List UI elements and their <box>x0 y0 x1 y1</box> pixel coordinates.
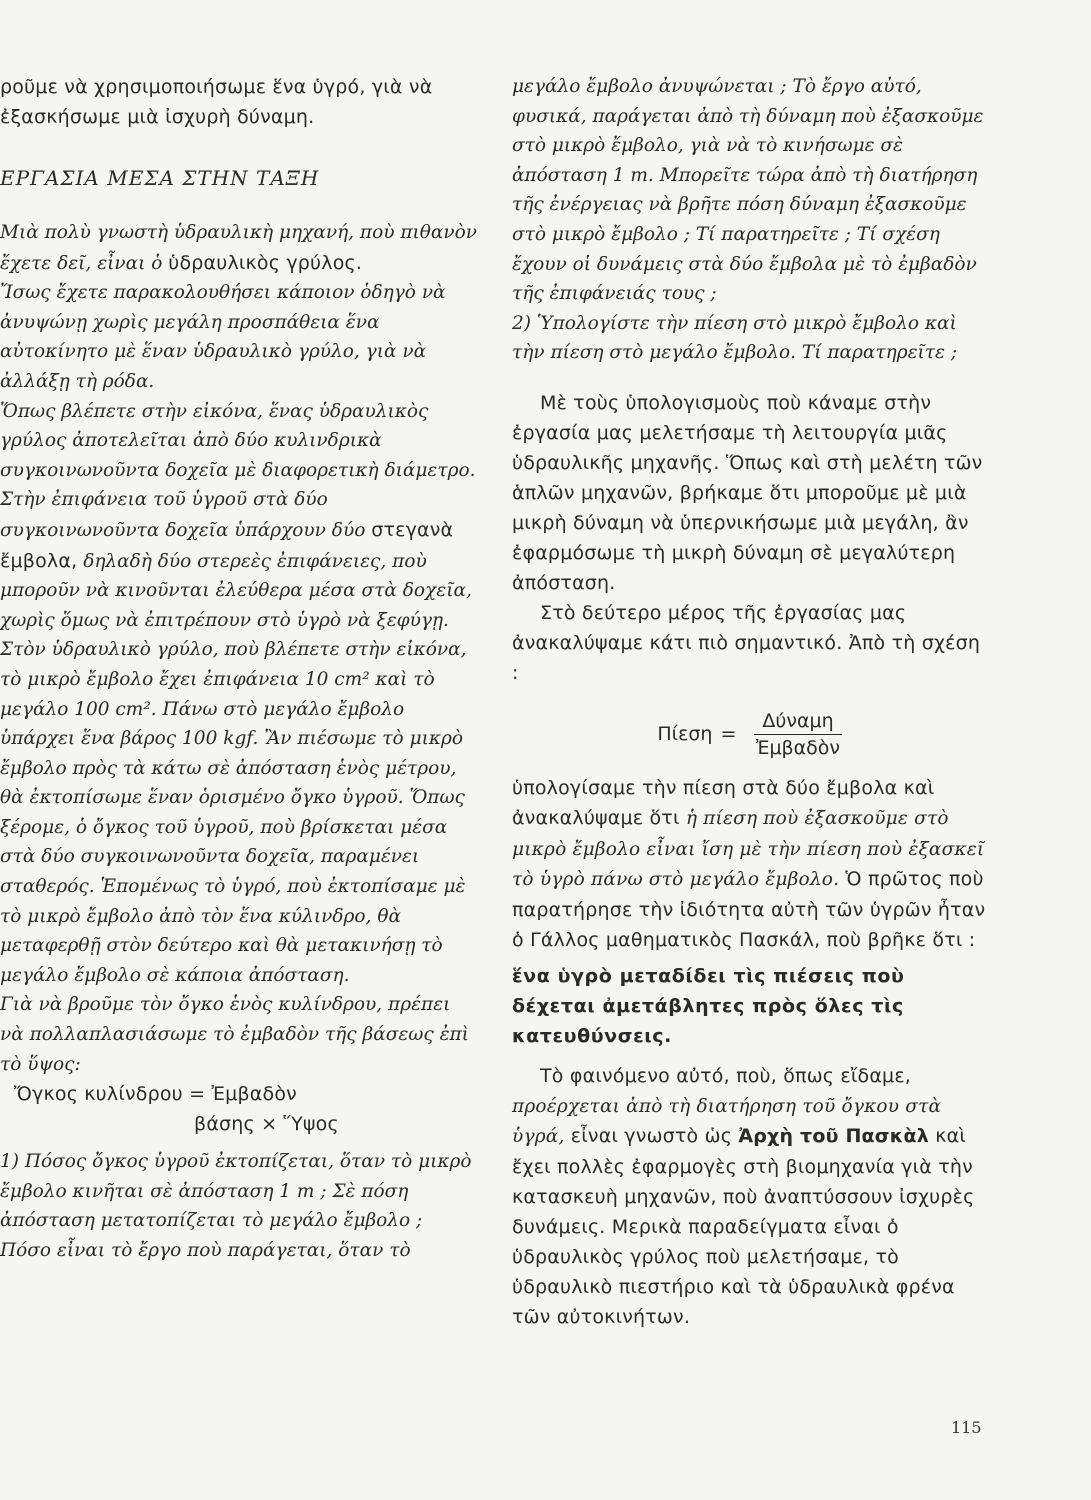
right-column <box>512 72 987 1332</box>
paragraph-pascal <box>512 773 987 955</box>
paragraph-applications <box>512 1061 987 1332</box>
description-part-a: Ὅπως βλέπετε στὴν εἰκόνα, ἕνας ὑδραυλικὸς γρύλος ἀποτελεῖται ἀπὸ δύο κυλινδρικὰ συγκοινωνοῦντα δοχεῖα μὲ διαφορετικὴ διάμετρο. Στὴν ἐπιφάνεια τοῦ ὑγροῦ στὰ δύο συγκοινωνοῦντα δοχεῖα ὑπάρχουν δύο <box>0 400 476 541</box>
applications-part-a: Τὸ φαινόμενο αὐτό, ποὺ, ὅπως εἴδαμε, <box>540 1064 912 1087</box>
applications-italic: προέρχεται ἀπὸ τὴ διατήρηση τοῦ ὄγκου στὰ ὑγρά, <box>512 1095 942 1148</box>
pistons-term: στεγανὰ ἔμβολα, <box>0 518 454 572</box>
formula-numerator: Δύναμη <box>754 710 841 735</box>
left-column <box>0 72 478 1266</box>
volume-formula-line2: βάσης × Ὕψος <box>194 1113 339 1136</box>
question-1-continued: μεγάλο ἔμβολο ἀνυψώνεται ; Τὸ ἔργο αὐτό, φυσικά, παράγεται ἀπὸ τὴ δύναμη ποὺ ἐξασκοῦμε στὸ μικρὸ ἔμβολο, γιὰ νὰ τὸ κινήσωμε σὲ ἀπόσταση 1 m. Μπορεῖτε τώρα ἀπὸ τὴ διατήρηση τῆς ἐνέργειας νὰ βρῆτε πόση δύναμη ἐξασκοῦμε στὸ μικρὸ ἔμβολο ; Τί παρατηρεῖτε ; Τί σχέση ἔχουν οἱ δυνάμεις στὰ δύο ἔμβολα μὲ τὸ ἐμβαδὸν τῆς ἐπιφάνειάς τους ; <box>512 76 984 305</box>
pascal-part-b: Ὁ πρῶτος ποὺ παρατήρησε τὴν ἰδιότητα αὐτὴ τῶν ὑγρῶν ἦταν ὁ Γάλλος μαθηματικὸς Πασκάλ, ποὺ βρῆκε ὅτι : <box>512 868 986 951</box>
paragraph-discovery: Στὸ δεύτερο μέρος τῆς ἐργασίας μας ἀνακαλύψαμε κάτι πιὸ σημαντικό. Ἀπὸ τὴ σχέση : <box>512 601 981 684</box>
question-1: 1) Πόσος ὄγκος ὑγροῦ ἐκτοπίζεται, ὅταν τὸ μικρὸ ἔμβολο κινῆται σὲ ἀπόσταση 1 m ; Σὲ πόση ἀπόσταση μετατοπίζεται τὸ μεγάλο ἔμβολο ; Πόσο εἶναι τὸ ἔργο ποὺ παράγεται, ὅταν τὸ <box>0 1151 472 1261</box>
formula-fraction <box>754 710 841 759</box>
page-number: 115 <box>951 1418 982 1437</box>
volume-formula-line1: Ὄγκος κυλίνδρου = Ἐμβαδὸν <box>14 1083 297 1106</box>
paragraph-calculations: Μὲ τοὺς ὑπολογισμοὺς ποὺ κάναμε στὴν ἐργασία μας μελετήσαμε τὴ λειτουργία μιᾶς ὑδραυλικῆς μηχανῆς. Ὅπως καὶ στὴ μελέτη τῶν ἁπλῶν μηχανῶν, βρήκαμε ὅτι μποροῦμε μὲ μιὰ μικρὴ δύναμη νὰ ὑπερνικήσωμε μιὰ μεγάλη, ἂν ἐφαρμόσωμε τὴ μικρὴ δύναμη σὲ μεγαλύτερη ἀπόσταση. <box>512 391 983 594</box>
pascal-italic: ἡ πίεση ποὺ ἐξασκοῦμε στὸ μικρὸ ἔμβολο εἶναι ἴση μὲ τὴν πίεση ποὺ ἐξασκεῖ τὸ ὑγρὸ πάνω στὸ μεγάλο ἔμβολο. <box>512 807 985 891</box>
intro-paragraph: ροῦμε νὰ χρησιμοποιήσωμε ἕνα ὑγρό, γιὰ νὰ ἐξασκήσωμε μιὰ ἰσχυρὴ δύναμη. <box>0 76 433 128</box>
pascal-principle: ἕνα ὑγρὸ μεταδίδει τὶς πιέσεις ποὺ δέχεται ἀμετάβλητες πρὸς ὅλες τὶς κατευθύνσεις. <box>512 964 905 1047</box>
section-heading: ΕΡΓΑΣΙΑ ΜΕΣΑ ΣΤΗΝ ΤΑΞΗ <box>0 166 320 190</box>
jack-term: ὑδραυλικὸς γρύλος. <box>168 251 363 274</box>
formula-equals: = <box>720 723 737 746</box>
description-part-b: δηλαδὴ δύο στερεὲς ἐπιφάνειες, ποὺ μποροῦν νὰ κινοῦνται ἐλεύθερα μέσα στὰ δοχεῖα, χωρὶς ὅμως νὰ ἐπιτρέπουν στὸ ὑγρὸ νὰ ξεφύγῃ. Στὸν ὑδραυλικὸ γρύλο, ποὺ βλέπετε στὴν εἰκόνα, τὸ μικρὸ ἔμβολο ἔχει ἐπιφάνεια 10 cm² καὶ τὸ μεγάλο 100 cm². Πάνω στὸ μεγάλο ἔμβολο ὑπάρχει ἕνα βάρος 100 kgf. Ἂν πιέσωμε τὸ μικρὸ ἔμβολο πρὸς τὰ κάτω σὲ ἀπόσταση ἑνὸς μέτρου, θὰ ἐκτοπίσωμε ἕναν ὁρισμένο ὄγκο ὑγροῦ. Ὅπως ξέρομε, ὁ ὄγκος τοῦ ὑγροῦ, ποὺ βρίσκεται μέσα στὰ δύο συγκοινωνοῦντα δοχεῖα, παραμένει σταθερός. Ἑπομένως τὸ ὑγρό, ποὺ ἐκτοπίσαμε μὲ τὸ μικρὸ ἔμβολο ἀπὸ τὸν ἕνα κύλινδρο, θὰ μεταφερθῇ στὸν δεύτερο καὶ θὰ μετακινήσῃ τὸ μεγάλο ἔμβολο σὲ κάποια ἀπόσταση. <box>0 550 472 986</box>
formula-denominator: Ἐμβαδὸν <box>755 736 841 759</box>
pascal-part-a: ὑπολογίσαμε τὴν πίεση στὰ δύο ἔμβολα καὶ ἀνακαλύψαμε ὅτι <box>512 776 935 829</box>
volume-formula <box>0 1079 478 1139</box>
pressure-formula <box>512 710 987 759</box>
paragraph-volume-rule: Γιὰ νὰ βροῦμε τὸν ὄγκο ἑνὸς κυλίνδρου, πρέπει νὰ πολλαπλασιάσωμε τὸ ἐμβαδὸν τῆς βάσεως ἐπὶ τὸ ὕψος: <box>0 994 469 1075</box>
question-2: 2) Ὑπολογίστε τὴν πίεση στὸ μικρὸ ἔμβολο καὶ τὴν πίεση στὸ μεγάλο ἔμβολο. Τί παρατηρεῖτε ; <box>512 312 958 364</box>
paragraph-driver: Ἴσως ἔχετε παρακολουθήσει κάποιον ὁδηγὸ νὰ ἀνυψώνῃ χωρὶς μεγάλη προσπάθεια ἕνα αὐτοκίνητο μὲ ἕναν ὑδραυλικὸ γρύλο, γιὰ νὰ ἀλλάξῃ τὴ ρόδα. <box>0 282 446 392</box>
jack-intro-text: Μιὰ πολὺ γνωστὴ ὑδραυλικὴ μηχανή, ποὺ πιθανὸν ἔχετε δεῖ, εἶναι ὁ <box>0 222 478 274</box>
paragraph-jack-intro <box>0 218 478 278</box>
formula-lhs: Πίεση <box>657 723 713 746</box>
paragraph-description <box>0 397 478 991</box>
pascal-law-term: Ἀρχὴ τοῦ Πασκὰλ <box>738 1125 929 1148</box>
applications-part-b: εἶναι γνωστὸ ὡς <box>564 1125 739 1148</box>
applications-part-c: καὶ ἔχει πολλὲς ἐφαρμογὲς στὴ βιομηχανία γιὰ τὴν κατασκευὴ μηχανῶν, ποὺ ἀναπτύσσουν ἰσχυρὲς δυνάμεις. Μερικὰ παραδείγματα εἶναι ὁ ὑδραυλικὸς γρύλος ποὺ μελετήσαμε, τὸ ὑδραυλικὸ πιεστήριο καὶ τὰ ὑδραυλικὰ φρένα τῶν αὐτοκινήτων. <box>512 1125 975 1328</box>
